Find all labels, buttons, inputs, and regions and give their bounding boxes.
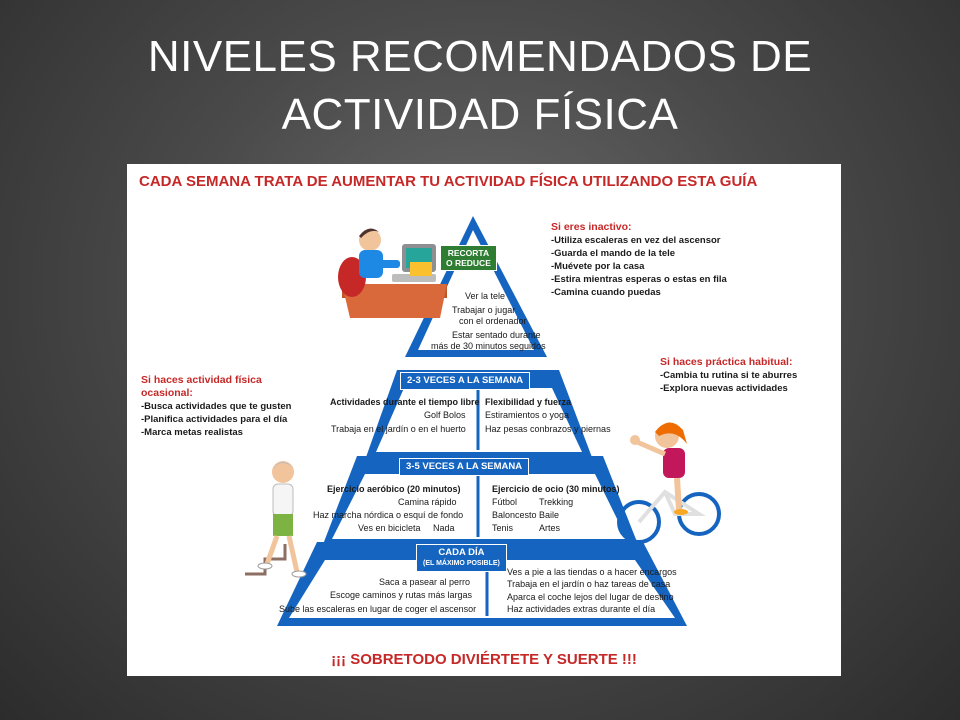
level3-right-item: Tenis [492, 523, 514, 533]
level3-right-item: Artes [539, 523, 561, 533]
level4-right-item: Aparca el coche lejos del lugar de destino [507, 592, 674, 602]
slide-title [0, 28, 960, 144]
level2-left-item: Trabaja en el jardín o en el huerto [331, 424, 466, 434]
level2-left-item: Golf Bolos [424, 410, 466, 420]
poster-heading: CADA SEMANA TRATA DE AUMENTAR TU ACTIVIDAD FÍSICA UTILIZANDO ESTA GUÍA [139, 173, 758, 190]
activity-pyramid-poster [127, 164, 841, 676]
level3-right-item: Baile [539, 510, 560, 520]
occasional-item: -Marca metas realistas [141, 427, 243, 438]
level3-right-item: Baloncesto [492, 510, 537, 520]
slide-title-line1: NIVELES RECOMENDADOS DE [147, 32, 813, 81]
level3-left-item: Camina rápido [398, 497, 457, 507]
inactive-item: -Camina cuando puedas [551, 287, 661, 298]
regular-item: -Cambia tu rutina si te aburres [660, 370, 798, 381]
top-item: Estar sentado durante [452, 330, 541, 340]
level2-right-item: Haz pesas conbrazos y piernas [485, 424, 611, 434]
level2-right-item: Estiramientos o yoga [485, 410, 570, 420]
inactive-item: -Utiliza escaleras en vez del ascensor [551, 235, 721, 246]
label-3-5-veces: 3-5 VECES A LA SEMANA [399, 458, 529, 476]
label-2-3-veces: 2-3 VECES A LA SEMANA [400, 372, 530, 390]
regular-heading: Si haces práctica habitual: [660, 356, 793, 368]
occasional-item: -Busca actividades que te gusten [141, 401, 292, 412]
inactive-item: -Muévete por la casa [551, 261, 645, 272]
slide-title-line2: ACTIVIDAD FÍSICA [281, 90, 679, 139]
label-cada-dia [416, 544, 507, 572]
poster-footer: ¡¡¡ SOBRETODO DIVIÉRTETE Y SUERTE !!! [331, 651, 637, 668]
occasional-tips [141, 374, 291, 439]
regular-item: -Explora nuevas actividades [660, 383, 788, 394]
label-recorta-line2: O REDUCE [446, 258, 491, 268]
label-cada-dia-line2: (EL MÁXIMO POSIBLE) [423, 560, 500, 567]
level3-left-item: Ejercicio aeróbico (20 minutos) [327, 484, 461, 494]
level2-left-item: Actividades durante el tiempo libre [330, 397, 480, 407]
man-at-computer-illustration [332, 222, 450, 322]
top-item: más de 30 minutos seguidos [431, 341, 546, 351]
woman-walking-illustration [245, 454, 325, 594]
inactive-item: -Estira mientras esperas o estas en fila [551, 274, 727, 285]
label-cada-dia-line1: CADA DÍA [438, 547, 485, 558]
level3-right-item: Fútbol [492, 497, 518, 507]
level3-left-item: Nada [433, 523, 455, 533]
label-recorta-line1: RECORTA [447, 248, 490, 258]
top-item: Trabajar o jugar [452, 305, 516, 315]
inactive-heading: Si eres inactivo: [551, 221, 632, 233]
top-item: Ver la tele [465, 291, 506, 301]
top-item: con el ordenador [459, 316, 527, 326]
woman-cycling-illustration [617, 414, 722, 549]
level3-left-item: Haz marcha nórdica o esquí de fondo [313, 510, 464, 520]
level2-right-item: Flexibilidad y fuerza [485, 397, 572, 407]
inactive-tips [551, 221, 727, 299]
occasional-item: -Planifica actividades para el día [141, 414, 288, 425]
level4-right-item: Trabaja en el jardín o haz tareas de casa [507, 579, 671, 589]
level4-right-item: Haz actividades extras durante el día [507, 604, 656, 614]
inactive-item: -Guarda el mando de la tele [551, 248, 676, 259]
level4-left-item: Saca a pasear al perro [379, 577, 471, 587]
regular-tips [660, 356, 797, 395]
level3-right-item: Ejercicio de ocio (30 minutos) [492, 484, 620, 494]
occasional-heading-line2: ocasional: [141, 387, 193, 399]
level4-left-item: Escoge caminos y rutas más largas [330, 590, 473, 600]
level3-right-item: Trekking [539, 497, 574, 507]
occasional-heading-line1: Si haces actividad física [141, 374, 262, 386]
level4-right-item: Ves a pie a las tiendas o a hacer encargos [507, 567, 677, 577]
level4-left-item: Sube las escaleras en lugar de coger el ascensor [279, 604, 477, 614]
level3-left-item: Ves en bicicleta [358, 523, 421, 533]
